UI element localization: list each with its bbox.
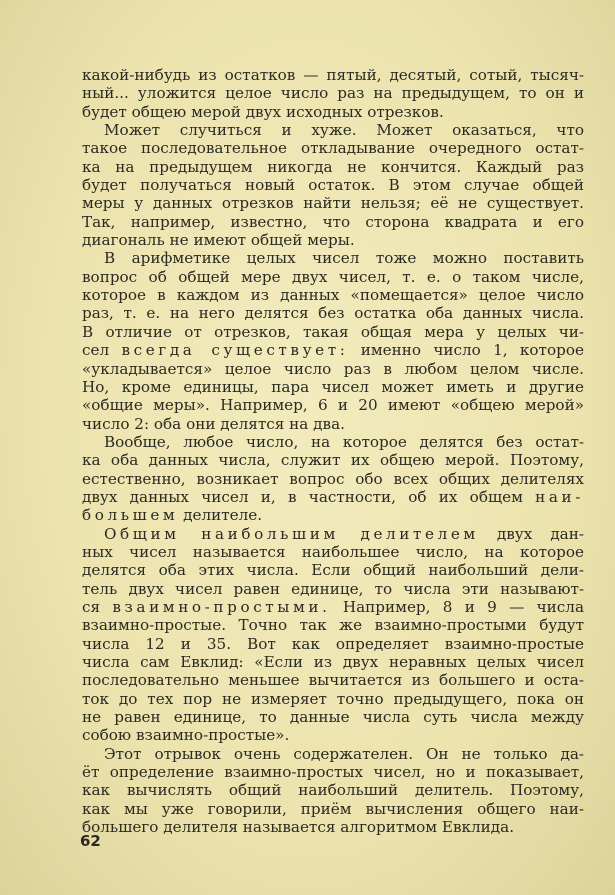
paragraph bbox=[82, 66, 584, 121]
text-segment: ся bbox=[82, 597, 113, 616]
text-segment: ток до тех пор не измеряет точно предыдущего, пока он bbox=[82, 689, 584, 708]
text-segment: взаимно-простые. Точно так же взаимно-простыми будут bbox=[82, 616, 584, 635]
text-line bbox=[82, 304, 584, 322]
text-segment: вопрос об общей мере двух чисел, т. е. о таком числе, bbox=[82, 267, 584, 286]
text-segment: ёт определение взаимно-простых чисел, но и показывает, bbox=[82, 763, 584, 782]
text-segment: будет общею мерой двух исходных отрезков. bbox=[82, 102, 444, 121]
text-line bbox=[82, 800, 584, 818]
paragraph bbox=[82, 249, 584, 432]
text-segment: Этот отрывок очень содержателен. Он не только да- bbox=[104, 744, 584, 763]
text-segment: меры у данных отрезков найти нельзя; её не существует. bbox=[82, 194, 584, 213]
text-line bbox=[82, 653, 584, 671]
text-segment: делителе. bbox=[178, 506, 263, 525]
text-line bbox=[82, 396, 584, 414]
text-segment: большего делителя называется алгоритмом Евклида. bbox=[82, 818, 515, 837]
text-line bbox=[82, 726, 584, 744]
text-segment: числа 12 и 35. Вот как определяет взаимно-простые bbox=[82, 634, 584, 653]
text-segment: будет получаться новый остаток. В этом случае общей bbox=[82, 176, 584, 195]
text-segment: не равен единице, то данные числа суть числа между bbox=[82, 708, 584, 727]
text-line bbox=[82, 139, 584, 157]
text-segment: «укладывается» целое число раз в любом целом числе. bbox=[82, 359, 584, 378]
text-line bbox=[82, 433, 584, 451]
page-body-text bbox=[82, 66, 584, 836]
spaced-emphasis-text: наи- bbox=[535, 487, 584, 506]
text-line bbox=[82, 580, 584, 598]
page-number: 62 bbox=[80, 832, 101, 850]
text-line bbox=[82, 213, 584, 231]
text-segment: раз, т. е. на него делятся без остатка оба данных числа. bbox=[82, 304, 584, 323]
paragraph bbox=[82, 121, 584, 249]
text-segment: делятся оба этих числа. Если общий наибольший дели- bbox=[82, 561, 584, 580]
text-line bbox=[82, 378, 584, 396]
text-line bbox=[82, 708, 584, 726]
text-segment: число 2: оба они делятся на два. bbox=[82, 414, 345, 433]
text-line bbox=[82, 103, 584, 121]
text-segment: именно число 1, которое bbox=[348, 341, 584, 360]
text-line bbox=[82, 66, 584, 84]
spaced-emphasis-text: всегда существует: bbox=[121, 341, 349, 360]
text-segment: ка на предыдущем никогда не кончится. Каждый раз bbox=[82, 157, 584, 176]
text-line bbox=[82, 561, 584, 579]
text-segment: такое последовательное откладывание очередного остат- bbox=[82, 139, 584, 158]
text-segment: сел bbox=[82, 341, 122, 360]
text-segment: которое в каждом из данных «помещается» целое число bbox=[82, 286, 584, 305]
text-line bbox=[82, 598, 584, 616]
text-line bbox=[82, 360, 584, 378]
text-line bbox=[82, 525, 584, 543]
text-line bbox=[82, 84, 584, 102]
text-line bbox=[82, 451, 584, 469]
text-line bbox=[82, 121, 584, 139]
text-segment: Вообще, любое число, на которое делятся без остат- bbox=[104, 432, 584, 451]
text-segment: как мы уже говорили, приём вычисления общего наи- bbox=[82, 799, 584, 818]
text-segment: какой-нибудь из остатков — пятый, десятый, сотый, тысяч- bbox=[82, 66, 584, 84]
text-line bbox=[82, 158, 584, 176]
text-line bbox=[82, 506, 584, 524]
text-line bbox=[82, 268, 584, 286]
spaced-emphasis-text: взаимно-простыми. bbox=[112, 597, 331, 616]
text-segment: В арифметике целых чисел тоже можно поставить bbox=[104, 249, 584, 268]
text-segment: двух дан- bbox=[478, 524, 584, 543]
text-segment: числа сам Евклид: «Если из двух неравных целых чисел bbox=[82, 653, 584, 671]
paragraph bbox=[82, 745, 584, 837]
text-line bbox=[82, 286, 584, 304]
text-line bbox=[82, 470, 584, 488]
text-line bbox=[82, 194, 584, 212]
text-segment: последовательно меньшее вычитается из большего и оста- bbox=[82, 671, 584, 690]
text-segment: двух данных чисел и, в частности, об их общем bbox=[82, 487, 536, 506]
text-line bbox=[82, 231, 584, 249]
text-segment: естественно, возникает вопрос обо всех общих делителях bbox=[82, 469, 584, 488]
text-segment: ный... уложится целое число раз на предыдущем, то он и bbox=[82, 84, 584, 103]
text-line bbox=[82, 781, 584, 799]
text-line bbox=[82, 818, 584, 836]
text-line bbox=[82, 763, 584, 781]
text-segment: Может случиться и хуже. Может оказаться, что bbox=[104, 121, 584, 140]
text-segment: Так, например, известно, что сторона квадрата и его bbox=[82, 212, 584, 231]
text-line bbox=[82, 323, 584, 341]
text-segment: ных чисел называется наибольшее число, на которое bbox=[82, 542, 584, 561]
text-segment: Но, кроме единицы, пара чисел может иметь и другие bbox=[82, 377, 584, 396]
text-segment: собою взаимно-простые». bbox=[82, 726, 290, 745]
paragraph bbox=[82, 525, 584, 745]
text-line bbox=[82, 690, 584, 708]
spaced-emphasis-text: Общим наибольшим делителем bbox=[104, 524, 479, 543]
text-segment: «общие меры». Например, 6 и 20 имеют «общею мерой» bbox=[82, 396, 584, 415]
text-line bbox=[82, 488, 584, 506]
text-line bbox=[82, 671, 584, 689]
spaced-emphasis-text: большем bbox=[82, 506, 179, 525]
text-segment: Например, 8 и 9 — числа bbox=[330, 597, 584, 616]
text-line bbox=[82, 616, 584, 634]
text-line bbox=[82, 341, 584, 359]
text-segment: диагональ не имеют общей меры. bbox=[82, 231, 355, 250]
text-line bbox=[82, 745, 584, 763]
paragraph bbox=[82, 433, 584, 525]
text-segment: ка оба данных числа, служит их общею мерой. Поэтому, bbox=[82, 451, 584, 470]
text-segment: В отличие от отрезков, такая общая мера у целых чи- bbox=[82, 322, 584, 341]
text-line bbox=[82, 249, 584, 267]
text-segment: как вычислять общий наибольший делитель. Поэтому, bbox=[82, 781, 584, 800]
text-line bbox=[82, 176, 584, 194]
text-line bbox=[82, 415, 584, 433]
text-line bbox=[82, 543, 584, 561]
text-line bbox=[82, 635, 584, 653]
text-segment: тель двух чисел равен единице, то числа эти называют- bbox=[82, 579, 584, 598]
